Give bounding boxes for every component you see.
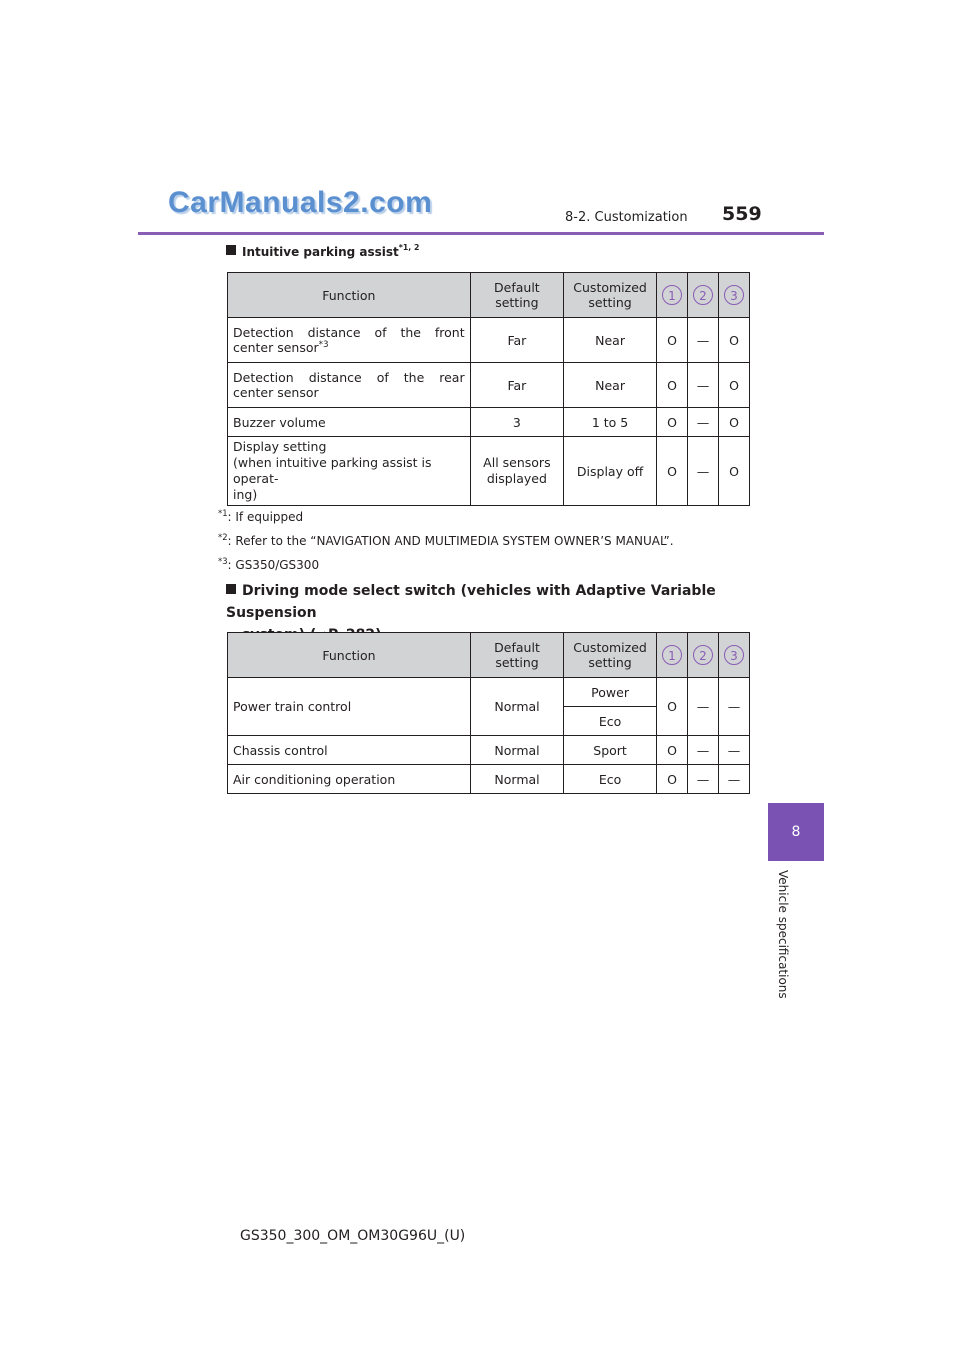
header-col-1: [656, 273, 687, 318]
cell-default: 3: [470, 408, 564, 437]
header-col-2: [687, 633, 718, 678]
header-col-1: [656, 633, 687, 678]
cell-default: Normal: [470, 678, 563, 736]
document-code: GS350_300_OM_OM30G96U_(U): [240, 1228, 466, 1244]
header-default: Default setting: [470, 633, 563, 678]
cell-custom: Display off: [564, 437, 657, 506]
section-title: 8-2. Customization: [565, 210, 688, 225]
cell-function: Air conditioning operation: [228, 765, 471, 794]
cell-2: —: [687, 678, 718, 736]
cell-2: —: [687, 437, 718, 506]
header-col-3: [718, 633, 749, 678]
cell-function: Detection distance of the rear center sensor: [228, 363, 471, 408]
number-2-icon: 2: [693, 285, 713, 305]
section-heading-driving-mode: Driving mode select switch (vehicles with Adaptive Variable Suspension: [226, 583, 716, 621]
footnote-2: $^{*2}$: Refer to the “NAVIGATION AND MULTIMEDIA SYSTEM OWNER’S MANUAL”.: [218, 532, 674, 548]
cell-3: —: [718, 736, 749, 765]
number-3-icon: 3: [724, 645, 744, 665]
number-1-icon: 1: [662, 285, 682, 305]
table-row: [228, 437, 750, 506]
header-rule: [138, 232, 824, 235]
cell-3: O: [718, 318, 749, 363]
cell-3: O: [718, 437, 749, 506]
cell-default: All sensors displayed: [470, 437, 564, 506]
number-3-icon: 3: [724, 285, 744, 305]
footnote-1: $^{*1}$: If equipped: [218, 508, 304, 524]
cell-custom: Near: [564, 318, 657, 363]
cell-3: O: [718, 408, 749, 437]
table-row: [228, 408, 750, 437]
cell-1: O: [656, 363, 687, 408]
number-1-icon: 1: [662, 645, 682, 665]
table-row: [228, 765, 750, 794]
bullet-square-icon: [226, 245, 236, 255]
header-function: Function: [228, 273, 471, 318]
cell-function: Power train control: [228, 678, 471, 736]
header-custom: Customized setting: [564, 273, 657, 318]
cell-2: —: [687, 318, 718, 363]
footnote-mark: *3: [318, 340, 329, 350]
cell-1: O: [656, 765, 687, 794]
cell-default: Far: [470, 363, 564, 408]
chapter-label: Vehicle specifications: [776, 870, 790, 999]
cell-default: Far: [470, 318, 564, 363]
cell-2: —: [687, 765, 718, 794]
cell-custom: Power: [564, 678, 657, 707]
table-row: [228, 318, 750, 363]
header-col-3: [718, 273, 749, 318]
page-number: 559: [722, 203, 762, 225]
cell-custom: 1 to 5: [564, 408, 657, 437]
cell-1: O: [656, 318, 687, 363]
cell-2: —: [687, 363, 718, 408]
cell-custom: Sport: [564, 736, 657, 765]
header-custom: Customized setting: [564, 633, 657, 678]
heading-text: Intuitive parking assist: [242, 245, 399, 259]
cell-custom: Near: [564, 363, 657, 408]
heading-footnote-mark: *1, 2: [398, 243, 420, 252]
cell-3: —: [718, 678, 749, 736]
table-row: [228, 363, 750, 408]
cell-1: O: [656, 437, 687, 506]
driving-mode-table: [227, 632, 750, 794]
cell-default: Normal: [470, 736, 563, 765]
parking-assist-table: [227, 272, 750, 506]
bullet-square-icon: [226, 584, 236, 594]
site-logo: CarManuals2.com: [168, 186, 433, 219]
chapter-tab[interactable]: 8: [768, 803, 824, 861]
cell-custom: Eco: [564, 765, 657, 794]
header-col-2: [687, 273, 718, 318]
section-heading-parking: [226, 243, 419, 259]
table-row: [228, 678, 750, 707]
cell-default: Normal: [470, 765, 563, 794]
cell-3: O: [718, 363, 749, 408]
number-2-icon: 2: [693, 645, 713, 665]
header-default: Default setting: [470, 273, 564, 318]
cell-2: —: [687, 408, 718, 437]
cell-2: —: [687, 736, 718, 765]
cell-1: O: [656, 736, 687, 765]
cell-function: Buzzer volume: [228, 408, 471, 437]
cell-function: Display setting (when intuitive parking assist is operat- ing): [228, 437, 471, 506]
header-function: Function: [228, 633, 471, 678]
cell-1: O: [656, 678, 687, 736]
cell-function: Detection distance of the front center sensor$^{*3}$: [228, 318, 471, 363]
table-row: [228, 736, 750, 765]
cell-custom: Eco: [564, 707, 657, 736]
cell-3: —: [718, 765, 749, 794]
cell-function: Chassis control: [228, 736, 471, 765]
footnote-3: $^{*3}$: GS350/GS300: [218, 556, 320, 572]
cell-1: O: [656, 408, 687, 437]
